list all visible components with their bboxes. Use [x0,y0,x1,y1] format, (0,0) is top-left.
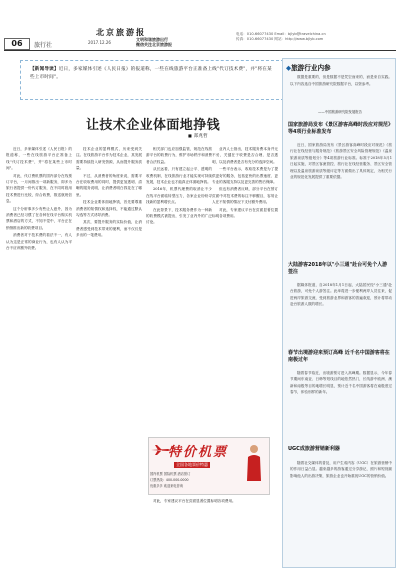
paper-slogan [136,37,172,47]
sidebar-intro: 数据是重要的，但是数据不是凭空而来的，而是来自实践。以下内容选自中国旅游研究院数据平台，以资参考。 [290,75,392,86]
sidebar-item-title-3: 春节出境游迎来预订高峰 近千名中国游客将在南极过年 [288,350,390,363]
sidebar-item-title-4: UGC成旅游营销新利器 [288,446,340,452]
paragraph: 对此，专家建议平台在页面显著位置标明各项费用。 [153,499,236,503]
paragraph: 相关部门也应加强监管，规范在线旅游平台的收费行为，维护市场秩序和消费者合法权益。 [146,147,212,164]
article-title: 让技术企业体面地挣钱 [86,118,221,133]
section-tag: 旅行社 [34,42,53,49]
ad-subtitle: 全国各地票价特惠 [176,462,208,467]
article-column-3 [146,146,212,434]
ad-title: 特价机票 [168,445,229,460]
ad-line-3: 优惠多多 欢迎来电咨询 [150,484,183,488]
paragraph: 但也有消费者反映，部分平台在预订页面中对技术费的标注不够醒目，容易让人在不知情的情况下支付额外费用。 [212,187,278,205]
lead-body: 近日，多家媒体引述《人民日报》的报道称，一些在线旅游平台正准备上线"代订技术费"，并"将在某些上市时间"。 [30,67,272,80]
article-column-1 [6,146,72,566]
newspaper-header [0,0,400,50]
paragraph: 业内人士指出，技术服务费本身并无不妥，关键在于收费是否合理、是否透明，以及消费者是否有充分的选择空间。 [212,147,278,164]
paragraph: 对此，专家建议平台在页面显著位置标明各项费用。 [212,207,278,219]
sidebar-item-body-4: 随着社交媒体的普及，用户生成内容（UGC）在旅游营销中的作用日益凸显。越来越多的游客通过分享游记、照片和短视频影响他人的出游决策，旅游企业也开始重视UGC的营销价值。 [290,461,392,478]
ad-line-2: 订票热线：400-000-0000 [150,478,189,482]
heading-mark-icon: ◆ [286,64,292,72]
masthead-title: 北京旅游报 [96,27,146,37]
sidebar-item-title-2: 大陆游客2018年以"小三通"赴台可免个人游签注 [288,262,388,275]
contact-line-1: 电话：010-66077430 Email：bjlyb@travelchina.cn [236,32,326,36]
paragraph: 其次，要提升服务的实际价值，让消费者感受到技术带来的便利，而不仅仅是多出的一笔费用。 [76,220,142,238]
sidebar-source: ——中国旅游研究院发展报告 [318,110,363,114]
lead-tag: 【新闻导读】 [30,67,59,72]
paragraph: 技术企业的盈利模式，历来受到关注。在线旅游平台作为技术企业，其发展需要持续投入研发资源，从而提升服务质量。 [76,147,142,171]
paragraph: 一些平台表示，收取技术费是为了提供更好的服务，包括更快的出票速度、更专业的客服支持以及更完善的售后保障。 [212,167,278,185]
article-column-4 [212,146,278,434]
slogan-line-2: 微信关注北京旅游报 [136,42,172,47]
header-divider [4,50,396,51]
paragraph: 不过，从消费者的角度来说，需要平台在收取费用的同时，提供更加透明、清晰的服务说明，让消费者明白钱花在了哪里。 [76,173,142,197]
article-continuation [146,498,278,568]
lead-text [30,66,276,81]
paragraph: 对此，代订费机票的国内部分在线预订平台，一月间推出一项新服务，即多为旅行者提供一份代订服务，在不同时段用技术费进行比较，综合收费，推送航班信息。 [6,173,72,204]
article-byline: ■ 郑兆哲 [188,133,208,139]
paragraph: 近日，多家媒体引述《人民日报》的报道称，一些在线旅游平台正准备上线"代订技术费"，并"将在某些上市时间"。 [6,147,72,171]
sidebar-item-body-3: 随着春节临近，出境游预订进入高峰期。数据显示，今年春节期间东南亚、日韩等短线目的地依然热门，长线游中欧洲、澳新和南极等目的地增长明显，预计近千名中国游客将在南极度过春节，体验别样的新年。 [290,371,392,395]
sidebar-item-body-1: 近日，国家旅游局发布《景区游客高峰时段应对规范》《旅行社在线经营与服务规范》《旅游景区安全风险管理规范》《温泉旅游泉质等级划分》等4项旅游行业标准。标准于2018年5月1日起实施，对景区客流管控、旅行社在线经营服务、景区安全管理以及温泉旅游泉质等级评定等方面做出了具体规定，为相关行业的规范化发展提供了重要依据。 [290,143,392,180]
paragraph: 这个分析事多少有些让人意外，因为消费者已经习惯了在各种在线平台购买机票和酒店的方式，不知不觉中，平台正在悄悄推出新的收费项目。 [6,206,72,230]
sidebar-item-body-2: 据媒体报道，自2018年1月1日起，大陆居民经"小三通"赴台旅游，可免个人游签注。此举将进一步便利两岸人员往来，促进两岸旅游交流，受到旅游业界和游客的普遍欢迎，预计将带动赴台旅游人数的增长。 [290,283,392,307]
sidebar-item-title-1: 国家旅游局发布《景区游客高峰时段应对规范》等4项行业标准发布 [288,122,391,135]
slogan-line-1: 文明和谐旅游出行 [136,37,168,42]
paragraph: 2016年，机票代理费的取消让不少在线平台面临转型压力，各家企业纷纷寻找新的盈利增长点。 [146,187,212,205]
ad-line-1: 国内机票 国际机票 酒店预订 [150,472,191,476]
date-line: 2017.12.26 [88,40,111,45]
ad-person-figure [243,443,265,481]
contact-info [236,32,396,42]
article-column-2 [76,146,142,566]
paragraph: 在此背景下，技术服务费作为一种新的收费模式被提出，引发了业内外的广泛讨论。 [146,207,212,225]
contact-line-2: 传真：010-66077430 网站：http://www.bjlyb.com [236,37,324,41]
sidebar-heading: ◆旅游行业内参 [286,64,331,72]
paragraph: 技术企业要体面地挣钱，首先要尊重消费者的知情权和选择权，不能通过默认勾选等方式诱导消费。 [76,200,142,218]
paragraph: 消费者对于技术费的看法不一，有人认为这是正常的商业行为，也有人认为平台不应该额外收费。 [6,233,72,251]
paragraph: 从长远看，只有建立起公平、透明的收费机制，在线旅游行业才能实现可持续发展，技术企业也才能真正体面地挣钱。 [146,167,212,185]
page-number: 06 [4,38,30,50]
